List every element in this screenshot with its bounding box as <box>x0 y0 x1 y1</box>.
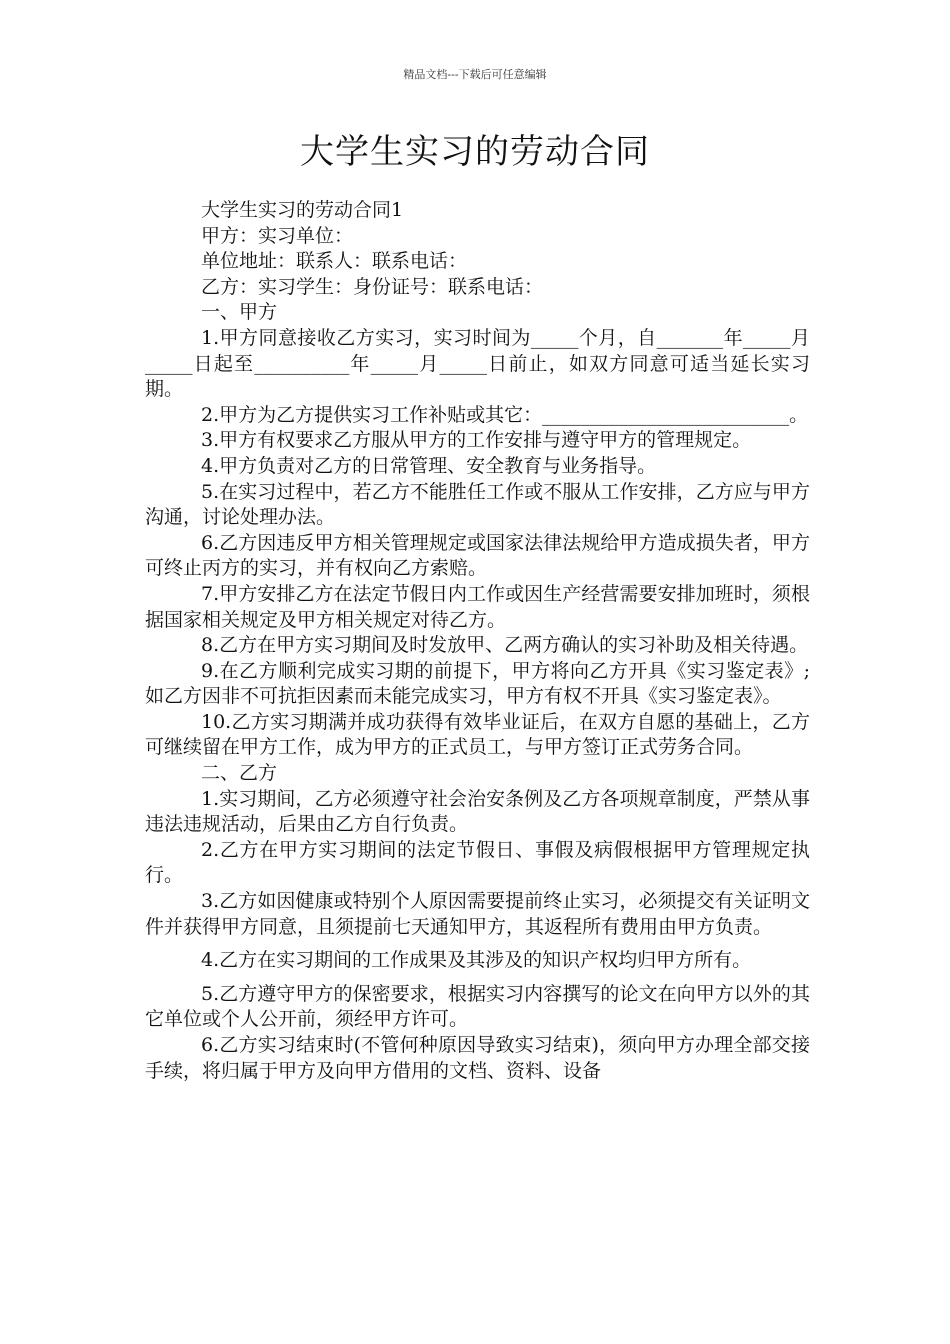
clause-b-4: 4.乙方在实习期间的工作成果及其涉及的知识产权均归甲方所有。 <box>201 949 752 972</box>
clause-a-7: 7.甲方安排乙方在法定节假日内工作或因生产经营需要安排加班时，须根据国家相关规定及甲方相关规定对待乙方。 <box>145 582 810 631</box>
paragraph-party-a: 甲方：实习单位： <box>201 224 354 247</box>
clause-a-10: 10.乙方实习期满并成功获得有效毕业证后，在双方自愿的基础上，乙方可继续留在甲方工作，成为甲方的正式员工，与甲方签订正式劳务合同。 <box>145 710 810 759</box>
clause-b-2: 2.乙方在甲方实习期间的法定节假日、事假及病假根据甲方管理规定执行。 <box>145 838 810 887</box>
clause-b-3: 3.乙方如因健康或特别个人原因需要提前终止实习，必须提交有关证明文件并获得甲方同意，且须提前七天通知甲方，其返程所有费用由甲方负责。 <box>145 890 810 938</box>
document-title: 大学生实习的劳动合同 <box>300 132 650 172</box>
clause-a-1: 1.甲方同意接收乙方实习，实习时间为_____个月，自_______年_____月_____日起至__________年_____月_____日前止，如双方同意可适当延长实习期。 <box>145 326 810 401</box>
clause-b-5: 5.乙方遵守甲方的保密要求，根据实习内容撰写的论文在向甲方以外的其它单位或个人公开前，须经甲方许可。 <box>145 982 810 1031</box>
clause-a-3: 3.甲方有权要求乙方服从甲方的工作安排与遵守甲方的管理规定。 <box>201 429 752 452</box>
paragraph-party-b: 乙方：实习学生：身份证号：联系电话： <box>201 275 544 298</box>
clause-b-6: 6.乙方实习结束时(不管何种原因导致实习结束)，须向甲方办理全部交接手续，将归属于甲方及向甲方借用的文档、资料、设备 <box>145 1034 810 1082</box>
clause-b-1: 1.实习期间，乙方必须遵守社会治安条例及乙方各项规章制度，严禁从事违法违规活动，后果由乙方自行负责。 <box>145 787 810 836</box>
paragraph-address: 单位地址：联系人：联系电话： <box>201 250 468 273</box>
page-header: 精品文档---下载后可任意编辑 <box>403 68 547 81</box>
clause-a-5: 5.在实习过程中，若乙方不能胜任工作或不服从工作安排，乙方应与甲方沟通，讨论处理办法。 <box>145 480 810 529</box>
section-heading-a: 一、甲方 <box>201 301 278 324</box>
clause-a-4: 4.甲方负责对乙方的日常管理、安全教育与业务指导。 <box>201 454 657 477</box>
document-body <box>145 198 810 1084</box>
paragraph-subtitle: 大学生实习的劳动合同1 <box>201 199 404 221</box>
section-heading-b: 二、乙方 <box>201 762 278 785</box>
clause-a-2: 2.甲方为乙方提供实习工作补贴或其它：__________________________。 <box>201 403 809 426</box>
clause-a-9: 9.在乙方顺利完成实习期的前提下，甲方将向乙方开具《实习鉴定表》;如乙方因非不可抗拒因素而未能完成实习，甲方有权不开具《实习鉴定表》。 <box>145 659 810 708</box>
clause-a-8: 8.乙方在甲方实习期间及时发放甲、乙两方确认的实习补助及相关待遇。 <box>201 634 809 657</box>
clause-a-6: 6.乙方因违反甲方相关管理规定或国家法律法规给甲方造成损失者，甲方可终止丙方的实习，并有权向乙方索赔。 <box>145 531 810 580</box>
